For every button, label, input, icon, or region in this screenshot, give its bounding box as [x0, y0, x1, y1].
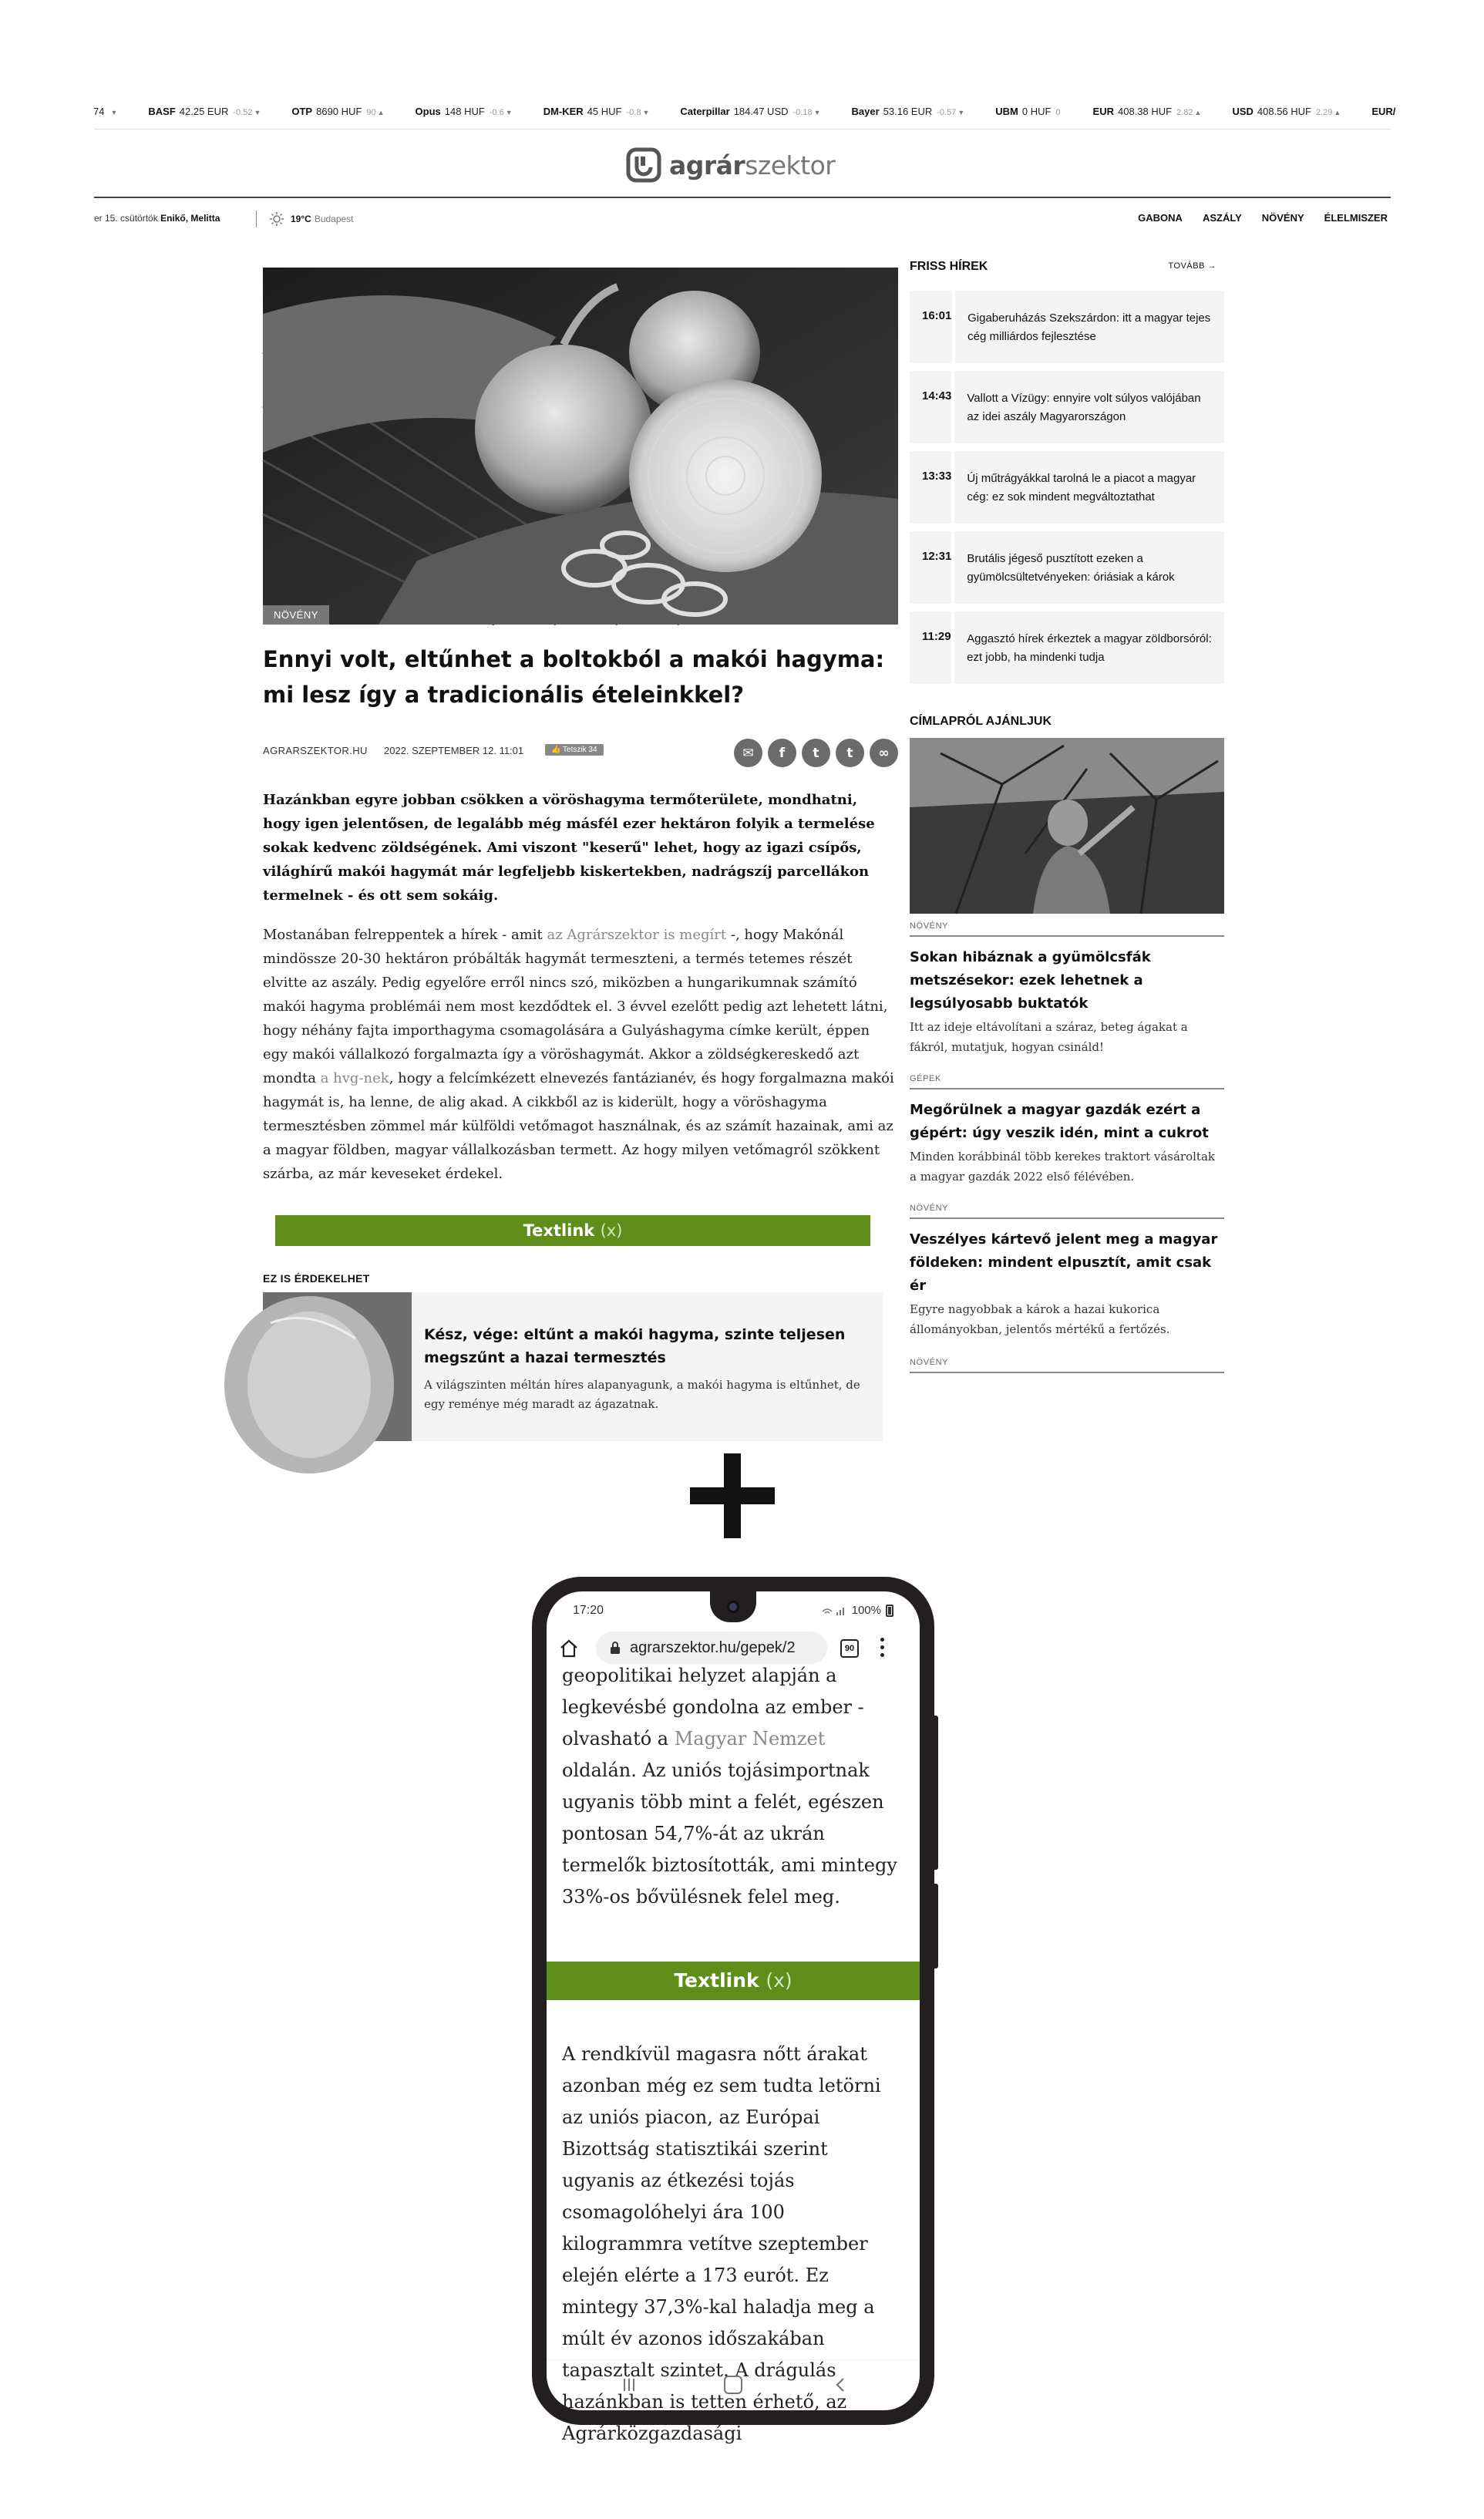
logo-text — [669, 150, 835, 180]
body-link-hvg[interactable]: a hvg-nek — [320, 1070, 389, 1086]
body-link-agrarszektor[interactable]: az Agrárszektor is megírt — [547, 927, 727, 943]
camera-icon — [727, 1601, 739, 1613]
article-meta — [263, 736, 898, 770]
news-time: 14:43 — [910, 371, 954, 443]
ticker-value: 408.56 HUF — [1257, 106, 1311, 117]
phone-volume-button — [934, 1716, 938, 1870]
ticker-arrow-icon: ▲ — [1334, 109, 1341, 116]
mobile-textlink-label: Textlink — [674, 1969, 759, 1992]
mobile-textlink-banner[interactable] — [547, 1962, 920, 2000]
ticker-item — [1093, 94, 1202, 130]
status-clock: 17:20 — [573, 1604, 604, 1617]
home-icon[interactable] — [559, 1638, 579, 1659]
article-date: 2022. SZEPTEMBER 12. 11:01 — [384, 745, 524, 756]
related-text — [412, 1292, 883, 1441]
ticker-value: 0 HUF — [1021, 106, 1052, 117]
recommended-desc: Minden korábbinál több kerekes traktort vásároltak a magyar gazdák 2022 első félévében. — [910, 1150, 1215, 1184]
weather-city: Budapest — [314, 214, 354, 224]
recommended-title[interactable]: Megőrülnek a magyar gazdák ezért a gépért: úgy veszik idén, mint a cukrot — [910, 1102, 1209, 1141]
ticker-value: 184.47 USD — [733, 106, 789, 117]
recent-apps-icon[interactable] — [621, 2376, 638, 2393]
nameday-text: Enikő, Melitta — [160, 213, 220, 224]
facebook-share-icon[interactable]: f — [768, 739, 796, 767]
phone-screen — [547, 1591, 920, 2444]
mobile-paragraph-1 — [562, 1660, 904, 1913]
status-right — [821, 1604, 893, 1617]
article-source: AGRARSZEKTOR.HU — [263, 745, 368, 756]
signal-icon — [821, 1605, 847, 1616]
ticker-arrow-icon: ▼ — [254, 109, 261, 116]
email-share-icon[interactable]: ✉ — [734, 739, 762, 767]
recommended-title[interactable]: Veszélyes kártevő jelent meg a magyar földeken: mindent elpusztít, amit csak ér — [910, 1231, 1218, 1294]
address-url: agrarszektor.hu/gepek/2 — [630, 1639, 796, 1656]
ticker-name: DM-KER — [543, 106, 584, 117]
nav-noveny[interactable]: NÖVÉNY — [1261, 212, 1304, 224]
tumblr-share-icon[interactable]: t — [836, 739, 864, 767]
mobile-text-1a: geopolitikai helyzet alapján a legkevésbé gondolna az ember - olvasható a — [562, 1665, 864, 1749]
pruning-photo — [910, 738, 1224, 914]
nav-elelmiszer[interactable]: ÉLELMISZER — [1324, 212, 1388, 224]
ticker-name: Caterpillar — [680, 106, 730, 117]
desktop-screenshot — [93, 94, 1396, 1419]
ticker-name: Opus — [415, 106, 441, 117]
ticker-name: Bayer — [851, 106, 880, 117]
tabs-count-button[interactable]: 90 — [840, 1639, 859, 1658]
ticker-change: 2.29 — [1315, 108, 1333, 117]
nav-aszaly[interactable]: ASZÁLY — [1202, 212, 1242, 224]
mobile-article — [547, 1665, 920, 2444]
logo-icon — [626, 147, 661, 183]
ticker-arrow-icon: ▲ — [377, 109, 385, 116]
related-title[interactable]: Kész, vége: eltűnt a makói hagyma, szinte teljesen megszűnt a hazai termesztés — [424, 1326, 846, 1366]
logo-text-light: szektor — [745, 150, 836, 180]
date-text: er 15. csütörtök — [94, 213, 158, 224]
ticker-item — [291, 94, 384, 130]
recommended-category-4[interactable]: NÖVÉNY — [910, 1358, 1224, 1373]
article-lead: Hazánkban egyre jobban csökken a vöröshagyma termőterülete, mondhatni, hogy igen jelentősen, de legalább még másfél ezer hektáron folyik a termelése sokak kedvenc zöldségének. Ami viszont "keserű" lehet, hogy az igazi csípős, világhírű makói hagymát már legfeljebb kiskertekben, nadrágszíj parcellákon termelnek - és ott sem sokáig. — [263, 792, 875, 904]
ticker-change: -0.8 — [626, 108, 641, 117]
fresh-news-item[interactable] — [910, 371, 1224, 443]
fresh-news-title: FRISS HÍREK — [910, 260, 988, 273]
mobile-textlink-x: (x) — [766, 1969, 792, 1992]
battery-percent: 100% — [851, 1604, 881, 1617]
ticker-value: 42.25 EUR — [179, 106, 229, 117]
textlink-banner[interactable] — [275, 1215, 870, 1246]
phone-power-button — [934, 1884, 938, 1968]
body-text-1: Mostanában felreppentek a hírek - amit — [263, 927, 547, 943]
weather-temp: 19°C — [291, 214, 311, 224]
ticker-arrow-icon: ▼ — [642, 109, 650, 116]
ticker-change: -0.52 — [233, 108, 253, 117]
ticker-item — [1371, 94, 1405, 130]
ticker-item — [89, 94, 117, 130]
ticker-value: 8690 HUF — [316, 106, 362, 117]
logo-text-bold: agrár — [669, 150, 745, 180]
ticker-change: -0.18 — [792, 108, 813, 117]
menu-dots-icon[interactable] — [880, 1638, 886, 1659]
phone-mockup — [532, 1577, 934, 2444]
textlink-x: (x) — [600, 1221, 623, 1240]
fresh-news-item[interactable] — [910, 451, 1224, 524]
ticker-arrow-icon: ▼ — [957, 109, 965, 116]
ticker-item — [995, 94, 1062, 130]
onion-photo — [263, 268, 898, 625]
textlink-label: Textlink — [523, 1221, 595, 1240]
ticker-item — [416, 94, 513, 130]
sub-header — [94, 200, 1391, 238]
ticker-item — [543, 94, 650, 130]
recommended-title[interactable]: Sokan hibáznak a gyümölcsfák metszésekor: ezek lehetnek a legsúlyosabb buktatók — [910, 949, 1151, 1012]
site-logo[interactable] — [626, 146, 835, 184]
ticker-value: 45 HUF — [587, 106, 622, 117]
ticker-value: 74 — [93, 106, 105, 117]
nav-gabona[interactable]: GABONA — [1138, 212, 1183, 224]
ticker-value: 148 HUF — [444, 106, 485, 117]
recommended-category[interactable]: NÖVÉNY — [910, 1204, 1224, 1219]
news-time: 13:33 — [910, 451, 954, 524]
like-button[interactable]: 👍 Tetszik 34 — [545, 744, 604, 756]
related-heading: EZ IS ÉRDEKELHET — [263, 1272, 370, 1285]
recommended-item[interactable] — [910, 1204, 1224, 1339]
ticker-arrow-icon: ▼ — [110, 109, 118, 116]
mobile-link-magyar-nemzet[interactable]: Magyar Nemzet — [674, 1728, 826, 1749]
sun-icon — [269, 211, 284, 227]
ticker-change: -0.6 — [489, 108, 504, 117]
body-text-3: , hogy a felcímkézett elnevezés fantázianév, és hogy forgalmazna makói hagymát is, ha lenne, de alig akad. A cikkből az is kiderült, hogy a vöröshagyma termesztésben zömmel már külföldi vetőmagot használnak, és az számít hazainak, ami az a magyar földben, magyar vállalkozásban termett. Az hogy milyen vetőmagról szökkent szárba, az már keveseket érdekel. — [263, 1070, 894, 1182]
ticker-item — [680, 94, 820, 130]
news-title[interactable]: Új műtrágyákkal tarolná le a piacot a magyar cég: ez sok mindent megváltoztathat — [967, 472, 1196, 503]
related-desc: A világszinten méltán híres alapanyagunk, a makói hagyma is eltűnhet, de egy reménye még maradt az ágazatnak. — [424, 1378, 860, 1411]
lock-icon — [610, 1641, 621, 1655]
ticker-name: BASF — [148, 106, 176, 117]
ticker-change: 0 — [1055, 108, 1061, 117]
address-bar[interactable] — [596, 1632, 827, 1664]
related-article-card[interactable] — [263, 1292, 883, 1441]
mobile-text-1b: oldalán. Az uniós tojásimportnak ugyanis több mint a felét, egészen pontosan 54,7%-át az ukrán termelők biztosították, ami mintegy 33%-os bővülésnek felel meg. — [562, 1760, 897, 1908]
date-nameday — [94, 213, 220, 224]
home-nav-icon[interactable] — [724, 2376, 742, 2394]
recommended-item[interactable] — [910, 921, 1224, 1057]
recommended-image[interactable] — [910, 738, 1224, 914]
news-title[interactable]: Aggasztó hírek érkeztek a magyar zöldborsóról: ezt jobb, ha mindenki tudja — [967, 632, 1212, 664]
body-text-2: -, hogy Makónál mindössze 20-30 hektáron próbálták hagymát termeszteni, a termés tetemes részét elvitte az aszály. Pedig egyelőre erről nincs szó, miközben a hungarikumnak számító makói hagyma problémái nem most kezdődtek el. 3 évvel ezelőtt pedig azt lehetett látni, hogy néhány fajta importhagyma csomagolására a Gulyáshagyma címke került, éppen egy makói vállalkozó forgalmazta így a vöröshagymát. Akkor a zöldségkereskedő azt mondta — [263, 927, 888, 1086]
ticker-value: 53.16 EUR — [883, 106, 933, 117]
related-thumbnail — [263, 1292, 412, 1441]
news-time: 16:01 — [910, 291, 955, 363]
ticker-value: 408.38 HUF — [1118, 106, 1173, 117]
ticker-name: UBM — [995, 106, 1018, 117]
ticker-name: OTP — [291, 106, 313, 117]
article-body — [263, 923, 898, 1186]
ticker-name: EUR — [1092, 106, 1114, 117]
recommended-desc: Itt az ideje eltávolítani a száraz, beteg ágakat a fákról, mutatjuk, hogyan csináld! — [910, 1020, 1188, 1054]
share-buttons — [734, 739, 898, 767]
ticker-strip — [89, 94, 1436, 130]
news-title[interactable]: Brutális jégeső pusztított ezeken a gyümölcsültetvényeken: óriásiak a károk — [967, 552, 1175, 584]
ticker-name: USD — [1232, 106, 1253, 117]
plus-icon — [690, 1453, 775, 1538]
news-title[interactable]: Vallott a Vízügy: ennyire volt súlyos valójában az idei aszály Magyarországon — [967, 392, 1201, 423]
article-column — [263, 268, 898, 1441]
ticker-arrow-icon: ▼ — [505, 109, 513, 116]
ticker-name: EUR/ — [1371, 106, 1396, 117]
ticker-change: -0.57 — [937, 108, 957, 117]
fresh-news-item[interactable] — [910, 531, 1224, 604]
ticker-item — [1232, 94, 1341, 130]
recommended-category[interactable]: GÉPEK — [910, 1074, 1224, 1089]
recommended-item[interactable] — [910, 1074, 1224, 1187]
recommended-heading: CÍMLAPRÓL AJÁNLJUK — [910, 715, 1052, 728]
copy-link-icon[interactable]: ∞ — [870, 739, 898, 767]
fresh-news-list — [910, 291, 1224, 684]
android-nav-bar — [547, 2359, 920, 2410]
weather-widget — [256, 210, 354, 227]
recommended-list — [910, 921, 1224, 1339]
fresh-news-item[interactable] — [910, 291, 1224, 363]
recommended-desc: Egyre nagyobbak a károk a hazai kukorica állományokban, jelentős mértékű a fertőzés. — [910, 1302, 1170, 1336]
mobile-paragraph-2: A rendkívül magasra nőtt árakat azonban még ez sem tudta letörni az uniós piacon, az Európai Bizottság statisztikái szerint ugyanis az étkezési tojás csomagolóhelyi ára 100 kilogrammra vetítve szeptember elején elérte a 173 eurót. Ez mintegy 37,3%-kal haladja meg a múlt év azonos időszakában tapasztalt szintet. A drágulás hazánkban is tetten érhető, az Agrárközgazdasági — [562, 2043, 881, 2444]
hero-image — [263, 268, 898, 625]
ticker-change: 2.82 — [1176, 108, 1193, 117]
category-badge[interactable]: NÖVÉNY — [263, 605, 329, 625]
ticker-arrow-icon: ▲ — [1194, 109, 1202, 116]
news-title[interactable]: Gigaberuházás Szekszárdon: itt a magyar tejes cég milliárdos fejlesztése — [967, 312, 1211, 343]
ticker-item — [148, 94, 261, 130]
back-icon[interactable] — [832, 2376, 850, 2394]
ticker-change: 90 — [366, 108, 376, 117]
news-time: 12:31 — [910, 531, 954, 604]
battery-icon — [886, 1605, 893, 1617]
fresh-news-header — [910, 260, 1224, 283]
news-time: 11:29 — [910, 611, 954, 684]
more-link[interactable]: TOVÁBB → — [1168, 261, 1216, 271]
logo-bar — [94, 129, 1391, 198]
ticker-item — [852, 94, 965, 130]
recommended-category[interactable]: NÖVÉNY — [910, 921, 1224, 937]
stock-ticker — [93, 94, 1396, 129]
ticker-arrow-icon: ▼ — [813, 109, 821, 116]
top-nav — [1138, 212, 1388, 224]
article-title: Ennyi volt, eltűnhet a boltokból a makói hagyma: mi lesz így a tradicionális ételeinkkel? — [263, 646, 885, 708]
sidebar — [910, 260, 1224, 1373]
fresh-news-item[interactable] — [910, 611, 1224, 684]
twitter-share-icon[interactable]: t — [802, 739, 830, 767]
